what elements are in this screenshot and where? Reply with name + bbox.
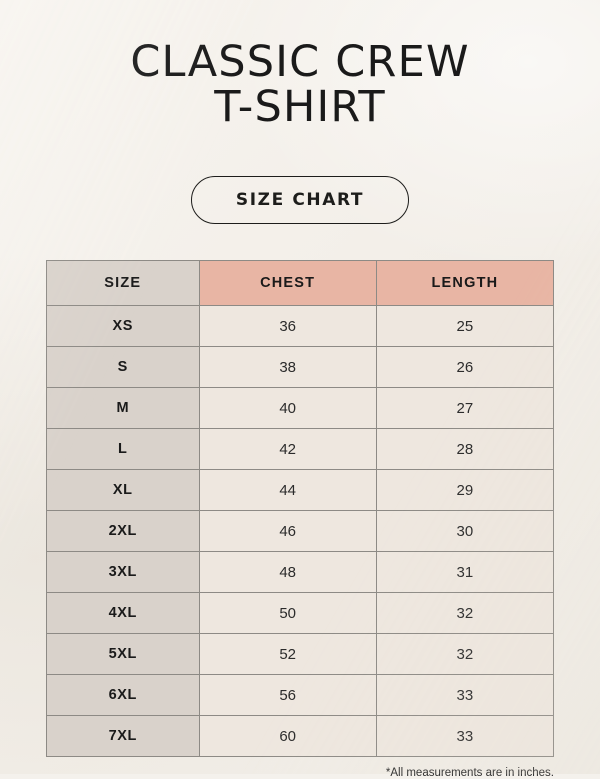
table-row: [47, 716, 554, 757]
badge-container: [0, 176, 600, 224]
table-row: [47, 593, 554, 634]
table-row: [47, 470, 554, 511]
cell-length: 32: [376, 593, 553, 634]
table-row: [47, 634, 554, 675]
cell-length: 30: [376, 511, 553, 552]
cell-size: 3XL: [47, 552, 200, 593]
cell-length: 33: [376, 675, 553, 716]
cell-length: 32: [376, 634, 553, 675]
cell-length: 31: [376, 552, 553, 593]
page-title: [0, 0, 600, 133]
cell-size: 2XL: [47, 511, 200, 552]
cell-chest: 60: [199, 716, 376, 757]
column-header-size: SIZE: [47, 261, 200, 306]
cell-length: 28: [376, 429, 553, 470]
size-chart-badge: SIZE CHART: [191, 176, 409, 224]
cell-chest: 52: [199, 634, 376, 675]
table-row: [47, 675, 554, 716]
table-row: [47, 347, 554, 388]
cell-size: 4XL: [47, 593, 200, 634]
size-table-container: [46, 260, 554, 757]
cell-chest: 56: [199, 675, 376, 716]
table-row: [47, 429, 554, 470]
cell-chest: 36: [199, 306, 376, 347]
size-table-head: [47, 261, 554, 306]
cell-size: 7XL: [47, 716, 200, 757]
cell-length: 26: [376, 347, 553, 388]
cell-length: 29: [376, 470, 553, 511]
cell-size: 6XL: [47, 675, 200, 716]
column-header-length: LENGTH: [376, 261, 553, 306]
cell-chest: 48: [199, 552, 376, 593]
cell-chest: 42: [199, 429, 376, 470]
page-title-line-1: CLASSIC CREW: [130, 37, 470, 87]
cell-size: XL: [47, 470, 200, 511]
cell-chest: 40: [199, 388, 376, 429]
cell-size: M: [47, 388, 200, 429]
cell-length: 27: [376, 388, 553, 429]
size-table: [46, 260, 554, 757]
table-row: [47, 511, 554, 552]
cell-chest: 38: [199, 347, 376, 388]
cell-length: 33: [376, 716, 553, 757]
cell-chest: 50: [199, 593, 376, 634]
size-table-body: [47, 306, 554, 757]
table-row: [47, 388, 554, 429]
cell-size: XS: [47, 306, 200, 347]
cell-size: 5XL: [47, 634, 200, 675]
measurement-footnote: *All measurements are in inches.: [385, 767, 554, 779]
cell-length: 25: [376, 306, 553, 347]
cell-chest: 44: [199, 470, 376, 511]
table-header-row: [47, 261, 554, 306]
cell-size: S: [47, 347, 200, 388]
table-row: [47, 552, 554, 593]
cell-chest: 46: [199, 511, 376, 552]
column-header-chest: CHEST: [199, 261, 376, 306]
table-row: [47, 306, 554, 347]
page-title-line-2: T-SHIRT: [214, 82, 386, 133]
cell-size: L: [47, 429, 200, 470]
